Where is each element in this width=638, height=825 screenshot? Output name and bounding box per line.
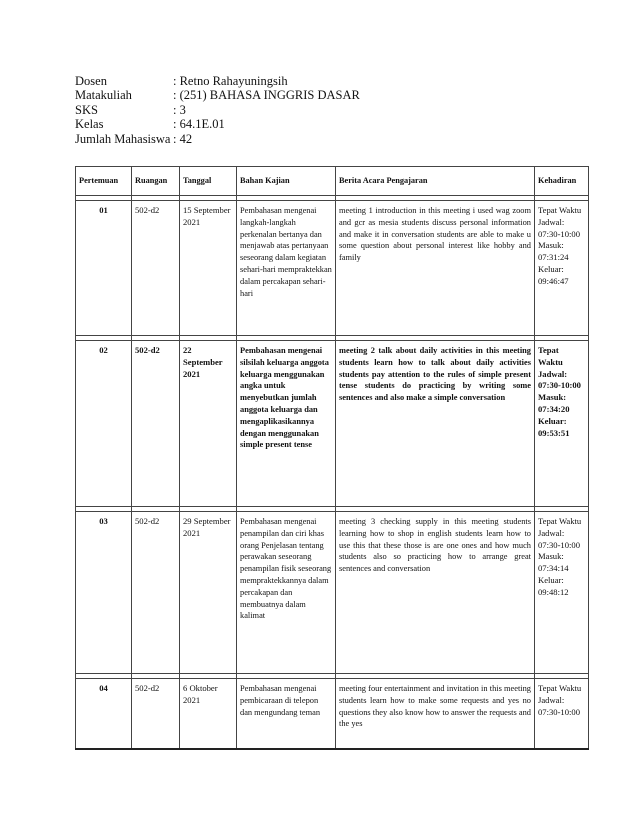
matakuliah-row: [75, 88, 360, 102]
table-row: [76, 512, 589, 674]
table-row: [76, 341, 589, 507]
kelas-label: Kelas: [75, 117, 104, 132]
sks-value: : 3: [173, 102, 186, 117]
column-header-kehadiran: Kehadiran: [535, 167, 589, 196]
cell-pertemuan: 03: [76, 512, 132, 674]
table-row: [76, 679, 589, 749]
cell-tanggal: 6 Oktober 2021: [180, 679, 237, 749]
table-row: [76, 201, 589, 336]
cell-ruangan: 502-d2: [132, 201, 180, 336]
sks-row: [75, 103, 360, 117]
cell-bahan-kajian: Pembahasan mengenai penampilan dan ciri khas orang Penjelasan tentang perawakan seseorang penampilan fisik seseorang mempraktekkannya dalam percakapan dan membuatnya dalam kalimat: [237, 512, 336, 674]
dosen-value: : Retno Rahayuningsih: [173, 74, 288, 88]
attendance-table: [75, 166, 589, 750]
jumlah-mahasiswa-value: : 42: [173, 131, 193, 146]
kelas-value: : 64.1E.01: [173, 117, 225, 132]
course-info-header: [75, 74, 360, 146]
column-header-pertemuan: Pertemuan: [76, 167, 132, 196]
column-header-tanggal: Tanggal: [180, 167, 237, 196]
cell-tanggal: 22 September 2021: [180, 341, 237, 507]
cell-pertemuan: 02: [76, 341, 132, 507]
cell-kehadiran: Tepat Waktu Jadwal: 07:30-10:00 Masuk: 07:31:24 Keluar: 09:46:47: [535, 201, 589, 336]
cell-tanggal: 15 September 2021: [180, 201, 237, 336]
dosen-row: [75, 74, 360, 88]
cell-berita-acara: meeting 1 introduction in this meeting i used wag zoom and gcr as mesia students discuss personal information and make it in conversation students are able to make u some question about personal interest like hobby and family: [336, 201, 535, 336]
dosen-label: Dosen: [75, 74, 107, 88]
cell-berita-acara: meeting 2 talk about daily activities in this meeting students learn how to talk about daily activities students pay attention to the rules of simple present tense students do practicing by writing some sentences and also make a simple conversation: [336, 341, 535, 507]
sks-label: SKS: [75, 102, 98, 117]
cell-bahan-kajian: Pembahasan mengenai silsilah keluarga anggota keluarga menggunakan angka untuk menyebutkan jumlah anggota keluarga dan mengaplikasikannya dengan menggunakan simple present tense: [237, 341, 336, 507]
cell-ruangan: 502-d2: [132, 341, 180, 507]
jumlah-mahasiswa-row: [75, 132, 360, 146]
jumlah-mahasiswa-label: Jumlah Mahasiswa: [75, 131, 171, 146]
cell-kehadiran: Tepat Waktu Jadwal: 07:30-10:00 Masuk: 07:34:14 Keluar: 09:48:12: [535, 512, 589, 674]
cell-bahan-kajian: Pembahasan mengenai langkah-langkah perkenalan bertanya dan menjawab atas pertanyaan seseorang dalam kegiatan sehari-hari mempraktekkan dalam percakapan sehari-hari: [237, 201, 336, 336]
column-header-berita-acara: Berita Acara Pengajaran: [336, 167, 535, 196]
cell-tanggal: 29 September 2021: [180, 512, 237, 674]
column-header-bahan-kajian: Bahan Kajian: [237, 167, 336, 196]
cell-ruangan: 502-d2: [132, 679, 180, 749]
cell-kehadiran: Tepat Waktu Jadwal: 07:30-10:00 Masuk: 07:34:20 Keluar: 09:53:51: [535, 341, 589, 507]
matakuliah-value: : (251) BAHASA INGGRIS DASAR: [173, 88, 360, 103]
cell-berita-acara: meeting four entertainment and invitation in this meeting students learn how to make some requests and yes no questions they also know how to answer the requests and the yes: [336, 679, 535, 749]
cell-pertemuan: 04: [76, 679, 132, 749]
cell-pertemuan: 01: [76, 201, 132, 336]
cell-ruangan: 502-d2: [132, 512, 180, 674]
matakuliah-label: Matakuliah: [75, 88, 132, 103]
cell-bahan-kajian: Pembahasan mengenai pembicaraan di telepon dan mengundang teman: [237, 679, 336, 749]
kelas-row: [75, 117, 360, 131]
cell-berita-acara: meeting 3 checking supply in this meeting students learning how to shop in english students learn how to use this that these those is are one ones and how much students also so practicing how to arrange great sentences and conversation: [336, 512, 535, 674]
column-header-ruangan: Ruangan: [132, 167, 180, 196]
table-header-row: [76, 167, 589, 196]
cell-kehadiran: Tepat Waktu Jadwal: 07:30-10:00: [535, 679, 589, 749]
